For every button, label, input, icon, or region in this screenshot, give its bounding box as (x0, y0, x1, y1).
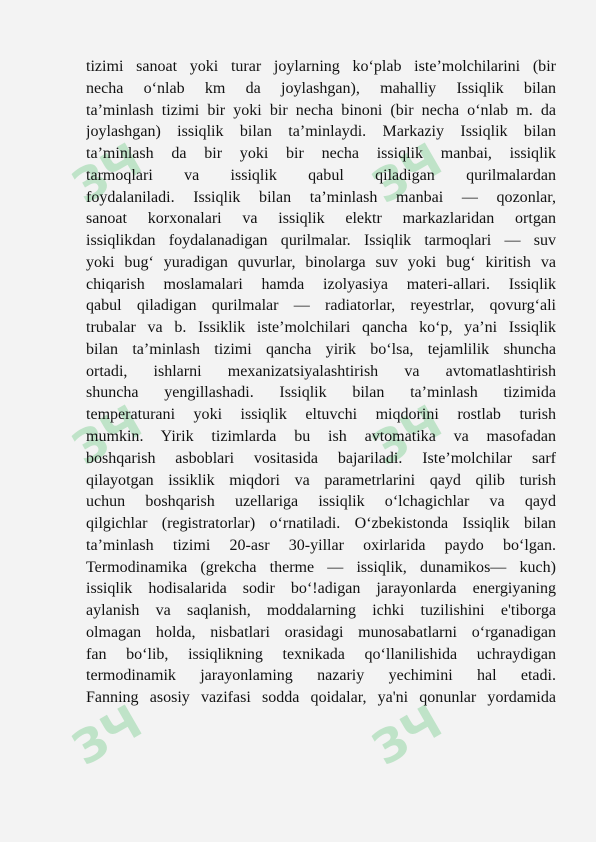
text-line: tarmoqlari va issiqlik qabul qiladigan qurilmalardan (86, 166, 556, 184)
text-line: olmagan holda, nisbatlari orasidagi munosabatlarni o‘rganadigan (86, 623, 556, 641)
text-line: trubalar va b. Issiklik iste’molchilari qancha ko‘p, ya’ni Issiqlik (86, 319, 556, 337)
document-body (86, 56, 556, 709)
text-line: ortadi, ishlarni mexanizatsiyalashtirish va avtomatlashtirish (86, 362, 556, 380)
text-line: ta’minlash tizimi 20-asr 30-yillar oxirlarida paydo bo‘lgan. (86, 536, 556, 554)
text-line: tizimi sanoat yoki turar joylarning ko‘plab iste’molchilarini (bir (86, 58, 556, 75)
text-line: termodinamik jarayonlaming nazariy yechimini hal etadi. (86, 667, 556, 685)
text-line: foydalaniladi. Issiqlik bilan ta’minlash manbai — qozonlar, (86, 188, 556, 206)
watermark: ЗЧ (363, 394, 451, 476)
text-line: issiqlikdan foydalanadigan qurilmalar. Issiqlik tarmoqlari — suv (86, 232, 556, 250)
text-line: Fanning asosiy vazifasi sodda qoidalar, ya'ni qonunlar yordamida (86, 689, 556, 707)
text-line: ta’minlash da bir yoki bir necha issiqlik manbai, issiqlik (86, 145, 556, 163)
watermark: ЗЧ (63, 394, 151, 476)
text-line: mumkin. Yirik tizimlarda bu ish avtomatika va masofadan (86, 428, 556, 446)
text-line: fan bo‘lib, issiqlikning texnikada qo‘llanilishida uchraydigan (86, 645, 556, 663)
watermark: ЗЧ (363, 132, 451, 214)
text-line: necha o‘nlab km da joylashgan), mahalliy Issiqlik bilan (86, 79, 556, 97)
text-line: shuncha yengillashadi. Issiqlik bilan ta’minlash tizimida (86, 384, 556, 402)
text-line: yoki bug‘ yuradigan quvurlar, binolarga suv yoki bug‘ kiritish va (86, 253, 556, 271)
text-line: qilgichlar (registratorlar) o‘rnatiladi. O‘zbekistonda Issiqlik bilan (86, 515, 556, 533)
text-line: qilayotgan issiklik miqdori va parametrlarini qayd qilib turish (86, 471, 556, 489)
text-line: joylashgan) issiqlik bilan ta’minlaydi. Markaziy Issiqlik bilan (86, 123, 556, 141)
text-line: bilan ta’minlash tizimi qancha yirik bo‘lsa, tejamlilik shuncha (86, 340, 556, 358)
text-line: chiqarish moslamalari hamda izolyasiya materi-allari. Issiqlik (86, 275, 556, 293)
text-line: temperaturani yoki issiqlik eltuvchi miqdorini rostlab turish (86, 406, 556, 424)
text-line: Termodinamika (grekcha therme — issiqlik, dunamikos— kuch) (86, 558, 556, 576)
watermark: ЗЧ (63, 694, 151, 776)
text-line: aylanish va saqlanish, moddalarning ichki tuzilishini e'tiborga (86, 602, 556, 620)
text-line: sanoat korxonalari va issiqlik elektr markazlaridan ortgan (86, 210, 556, 228)
text-line: qabul qiladigan qurilmalar — radiatorlar, reyestrlar, qovurg‘ali (86, 297, 556, 315)
watermark: ЗЧ (63, 132, 151, 214)
text-line: ta’minlash tizimi bir yoki bir necha binoni (bir necha o‘nlab m. da (86, 101, 556, 119)
watermark: ЗЧ (363, 694, 451, 776)
text-line: boshqarish asboblari vositasida bajariladi. Iste’molchilar sarf (86, 449, 556, 467)
text-line: issiqlik hodisalarida sodir bo‘!adigan jarayonlarda energiyaning (86, 580, 556, 598)
text-line: uchun boshqarish uzellariga issiqlik o‘lchagichlar va qayd (86, 493, 556, 511)
